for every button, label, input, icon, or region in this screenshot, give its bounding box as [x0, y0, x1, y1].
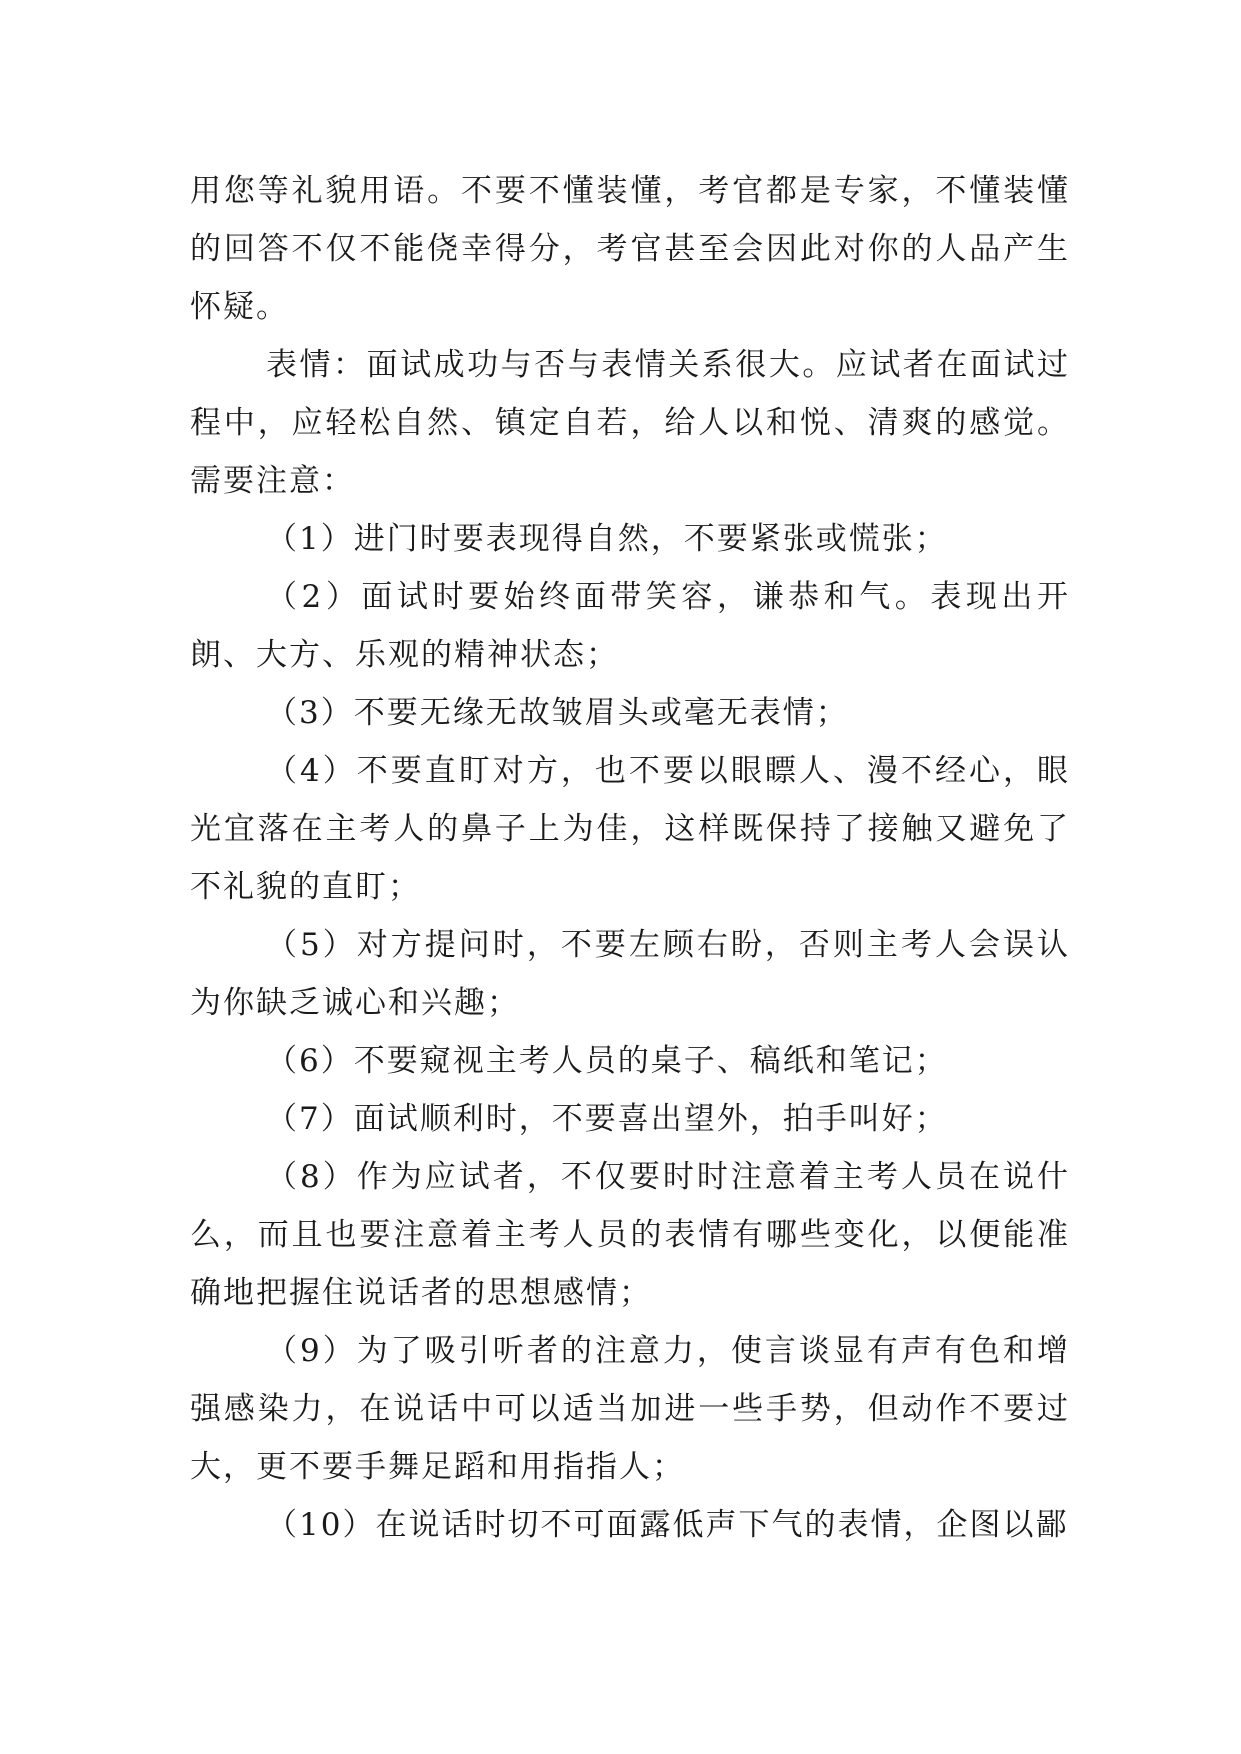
- paragraph-expression-intro: 表情：面试成功与否与表情关系很大。应试者在面试过程中，应轻松自然、镇定自若，给人以和悦、清爽的感觉。需要注意：: [190, 347, 1070, 499]
- list-item-8: （8）作为应试者，不仅要时时注意着主考人员在说什么，而且也要注意着主考人员的表情有哪些变化，以便能准确地把握住说话者的思想感情；: [190, 1159, 1070, 1311]
- list-item-2: （2）面试时要始终面带笑容，谦恭和气。表现出开朗、大方、乐观的精神状态；: [190, 579, 1070, 673]
- list-item-4: （4）不要直盯对方，也不要以眼瞟人、漫不经心，眼光宜落在主考人的鼻子上为佳，这样既保持了接触又避免了不礼貌的直盯；: [190, 753, 1070, 905]
- list-item-6: （6）不要窥视主考人员的桌子、稿纸和笔记；: [266, 1043, 948, 1079]
- body-text: [190, 162, 1070, 1554]
- list-item-1: （1）进门时要表现得自然，不要紧张或慌张；: [266, 521, 948, 557]
- list-item-3: （3）不要无缘无故皱眉头或毫无表情；: [266, 695, 849, 731]
- list-item-9: （9）为了吸引听者的注意力，使言谈显有声有色和增强感染力，在说话中可以适当加进一些手势，但动作不要过大，更不要手舞足蹈和用指指人；: [190, 1333, 1070, 1485]
- list-item-7: （7）面试顺利时，不要喜出望外，拍手叫好；: [266, 1101, 948, 1137]
- list-item-10: （10）在说话时切不可面露低声下气的表情，企图以鄙: [266, 1507, 1069, 1543]
- paragraph-continuation: 用您等礼貌用语。不要不懂装懂，考官都是专家，不懂装懂的回答不仅不能侥幸得分，考官甚至会因此对你的人品产生怀疑。: [190, 173, 1070, 325]
- list-item-5: （5）对方提问时，不要左顾右盼，否则主考人会误认为你缺乏诚心和兴趣；: [190, 927, 1070, 1021]
